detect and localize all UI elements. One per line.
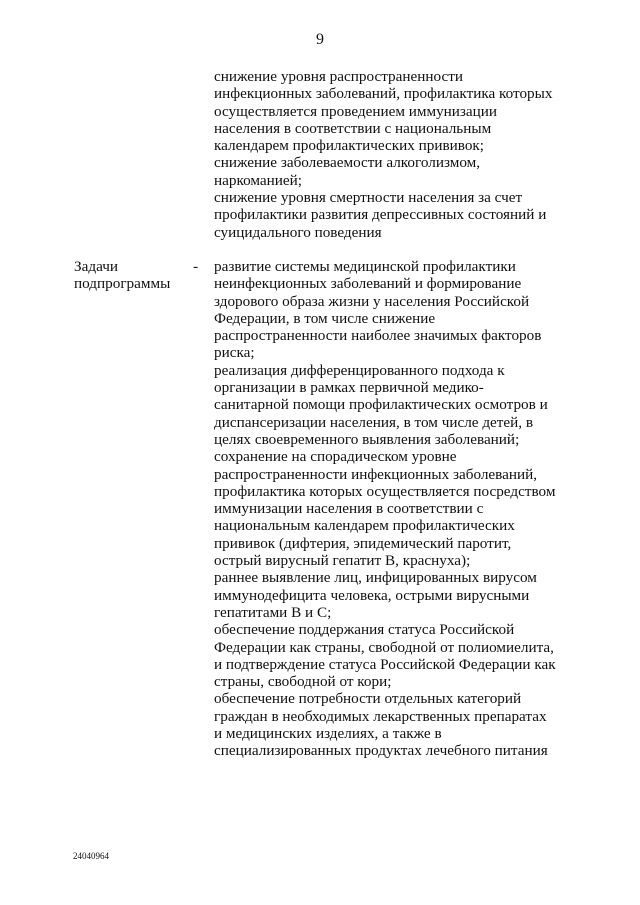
tasks-text-line: обеспечение поддержания статуса Российской <box>214 621 515 639</box>
intro-text-line: профилактики развития депрессивных состояний и <box>214 206 547 224</box>
intro-paragraph <box>214 68 574 241</box>
label-dash: - <box>193 258 199 275</box>
intro-text-line: снижение уровня распространенности <box>214 68 463 85</box>
tasks-text-line: организации в рамках первичной медико- <box>214 379 484 397</box>
tasks-paragraph <box>214 258 574 760</box>
tasks-label <box>74 258 170 293</box>
tasks-text-line: и медицинских изделиях, а также в <box>214 725 442 743</box>
tasks-text-line: неинфекционных заболеваний и формирование <box>214 275 522 293</box>
tasks-text-line: профилактика которых осуществляется посредством <box>214 482 556 500</box>
tasks-text-line: сохранение на спорадическом уровне <box>214 448 457 466</box>
tasks-text-line: иммунизации населения в соответствии с <box>214 500 484 518</box>
tasks-text-line: распространенности наиболее значимых факторов <box>214 327 542 345</box>
tasks-label-line: подпрограммы <box>74 275 171 293</box>
tasks-text-line: здорового образа жизни у населения Российской <box>214 292 530 310</box>
tasks-text-line: прививок (дифтерия, эпидемический паротит, <box>214 534 512 552</box>
tasks-label-line: Задачи <box>74 258 118 275</box>
intro-text-line: населения в соответствии с национальным <box>214 119 492 137</box>
document-code: 24040964 <box>73 851 109 861</box>
tasks-text-line: реализация дифференцированного подхода к <box>214 361 505 379</box>
tasks-text-line: национальным календарем профилактических <box>214 517 515 535</box>
page-number: 9 <box>316 31 324 48</box>
tasks-text-line: Федерации как страны, свободной от полиомиелита, <box>214 638 554 656</box>
intro-text-line: осуществляется проведением иммунизации <box>214 102 498 120</box>
intro-text-line: наркоманией; <box>214 171 302 189</box>
tasks-text-line: развитие системы медицинской профилактики <box>214 258 516 275</box>
intro-text-line: календарем профилактических прививок; <box>214 137 485 155</box>
tasks-text-line: Федерации, в том числе снижение <box>214 309 436 327</box>
intro-text-line: суицидального поведения <box>214 223 382 241</box>
tasks-text-line: острый вирусный гепатит В, краснуха); <box>214 552 471 570</box>
tasks-text-line: специализированных продуктах лечебного питания <box>214 742 548 760</box>
tasks-text-line: раннее выявление лиц, инфицированных вирусом <box>214 569 537 587</box>
tasks-text-line: страны, свободной от кори; <box>214 673 392 691</box>
tasks-text-line: диспансеризации населения, в том числе детей, в <box>214 413 534 431</box>
tasks-text-line: граждан в необходимых лекарственных препаратах <box>214 707 547 725</box>
intro-text-line: снижение уровня смертности населения за счет <box>214 189 523 207</box>
tasks-text-line: и подтверждение статуса Российской Федерации как <box>214 655 556 673</box>
tasks-text-line: санитарной помощи профилактических осмотров и <box>214 396 548 414</box>
tasks-text-line: риска; <box>214 344 255 362</box>
intro-text-line: снижение заболеваемости алкоголизмом, <box>214 154 481 172</box>
tasks-text-line: гепатитами В и С; <box>214 603 332 621</box>
tasks-text-line: иммунодефицита человека, острыми вирусными <box>214 586 530 604</box>
intro-text-line: инфекционных заболеваний, профилактика которых <box>214 85 553 103</box>
tasks-text-line: целях своевременного выявления заболеваний; <box>214 430 520 448</box>
tasks-text-line: обеспечение потребности отдельных категорий <box>214 690 522 708</box>
tasks-text-line: распространенности инфекционных заболеваний, <box>214 465 538 483</box>
